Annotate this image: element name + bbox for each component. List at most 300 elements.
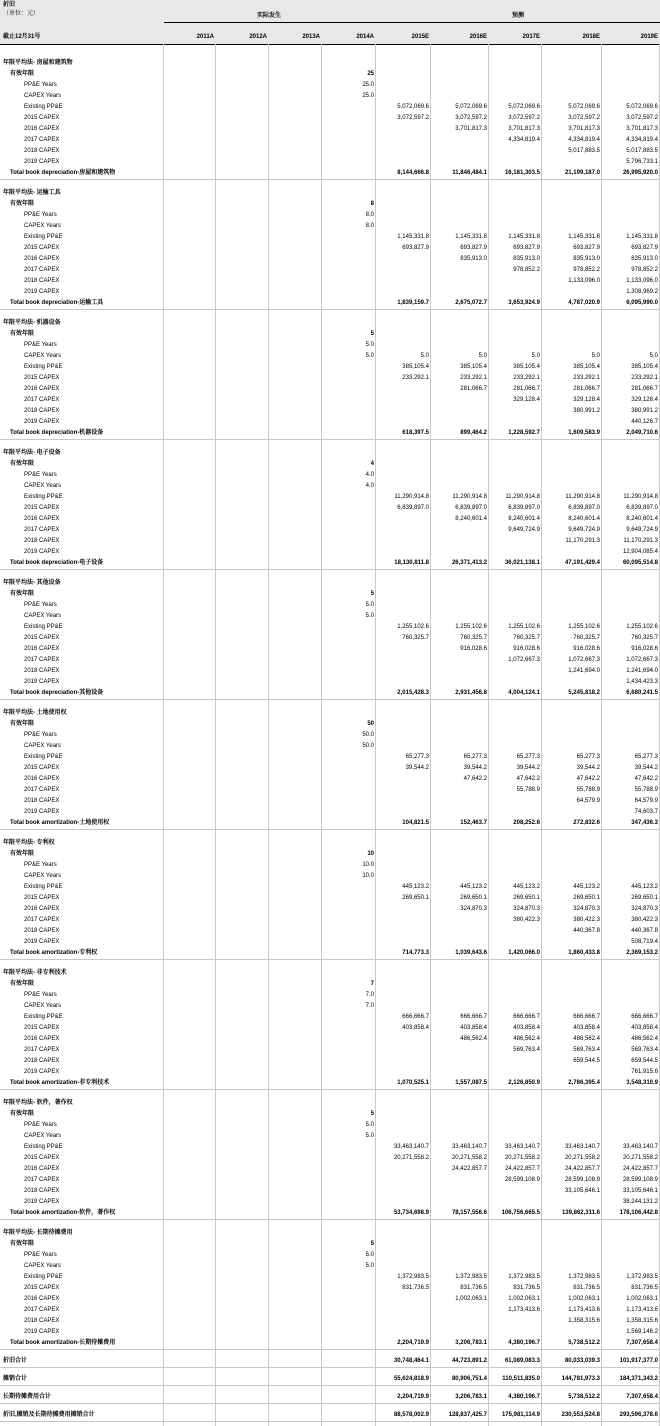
cell-2015E: 20,271,558.2 bbox=[393, 1155, 429, 1161]
cell-2018E: 760,325.7 bbox=[573, 635, 600, 641]
cell-2017E: 835,913.0 bbox=[513, 256, 540, 262]
total-row bbox=[0, 428, 660, 439]
cell-2017E: 445,123.2 bbox=[513, 884, 540, 890]
cell-2017E: 36,021,138.1 bbox=[504, 560, 540, 566]
cell-2014A: 5 bbox=[370, 591, 374, 597]
cell-2015E: 55,624,818.9 bbox=[393, 1376, 429, 1382]
cell-2017E: 3,701,817.3 bbox=[508, 126, 540, 132]
cell-2016E: 666,666.7 bbox=[460, 1014, 487, 1020]
row-label: PP&E Years bbox=[24, 472, 57, 478]
row-label: CAPEX Years bbox=[24, 613, 62, 619]
cell-2017E: 269,650.1 bbox=[513, 895, 540, 901]
table-row bbox=[0, 276, 660, 287]
cell-2017E: 39,544.2 bbox=[516, 765, 540, 771]
cell-2019E: 1,145,331.8 bbox=[626, 234, 658, 240]
cell-2019E: 5,072,069.6 bbox=[626, 104, 658, 110]
row-label: 年限平均法- 运输工具 bbox=[3, 190, 61, 196]
cell-2019E: 60,095,514.8 bbox=[622, 560, 658, 566]
cell-2018E: 380,422.3 bbox=[573, 917, 600, 923]
year-header-2019E: 2019E bbox=[640, 34, 658, 40]
row-label: 2016 CAPEX bbox=[24, 1296, 60, 1302]
row-label: 2016 CAPEX bbox=[24, 1166, 60, 1172]
cell-2019E: 47,642.2 bbox=[634, 776, 658, 782]
cell-2019E: 1,358,315.6 bbox=[626, 1318, 658, 1324]
row-label: 2016 CAPEX bbox=[24, 256, 60, 262]
cell-2014A: 8.0 bbox=[365, 223, 374, 229]
cell-2015E: 1,372,983.5 bbox=[397, 1274, 429, 1280]
table-row bbox=[0, 741, 660, 752]
cell-2017E: 24,422,857.7 bbox=[504, 1166, 540, 1172]
cell-2017E: 6,839,897.0 bbox=[508, 505, 540, 511]
cell-2019E: 12,904,085.4 bbox=[622, 549, 658, 555]
row-label: 年限平均法- 非专利技术 bbox=[3, 970, 67, 976]
row-label: 有效年限 bbox=[10, 1111, 35, 1117]
cell-2017E: 65,277.3 bbox=[516, 754, 540, 760]
cell-2019E: 445,123.2 bbox=[631, 884, 658, 890]
cell-2017E: 55,788.9 bbox=[516, 787, 540, 793]
row-label: 2018 CAPEX bbox=[24, 668, 60, 674]
cell-2015E: 760,325.7 bbox=[402, 635, 429, 641]
row-label: 2017 CAPEX bbox=[24, 527, 60, 533]
cell-2018E: 978,852.2 bbox=[573, 267, 600, 273]
cell-2016E: 835,913.0 bbox=[460, 256, 487, 262]
row-label: 2017 CAPEX bbox=[24, 267, 60, 273]
table-row bbox=[0, 860, 660, 871]
cell-2016E: 269,650.1 bbox=[460, 895, 487, 901]
cell-2019E: 1,569,146.2 bbox=[626, 1329, 658, 1335]
cell-2017E: 569,763.4 bbox=[513, 1047, 540, 1053]
cell-2019E: 2,369,153.2 bbox=[626, 950, 658, 956]
cell-2018E: 1,241,694.0 bbox=[568, 668, 600, 674]
cell-2017E: 47,642.2 bbox=[516, 776, 540, 782]
table-row bbox=[0, 199, 660, 210]
cell-2019E: 347,436.3 bbox=[631, 820, 658, 826]
cell-2017E: 693,827.9 bbox=[513, 245, 540, 251]
cell-2019E: 1,173,413.6 bbox=[626, 1307, 658, 1313]
table-row bbox=[0, 644, 660, 655]
cell-2017E: 4,004,124.1 bbox=[508, 690, 540, 696]
cell-2017E: 110,511,835.0 bbox=[502, 1376, 540, 1382]
row-rule bbox=[0, 1089, 660, 1090]
cell-2016E: 3,206,783.1 bbox=[455, 1394, 487, 1400]
table-row bbox=[0, 373, 660, 384]
table-row bbox=[0, 1316, 660, 1327]
cell-2015E: 1,070,525.1 bbox=[397, 1080, 429, 1086]
table-row bbox=[0, 351, 660, 362]
row-label: 2017 CAPEX bbox=[24, 137, 60, 143]
row-label: 2015 CAPEX bbox=[24, 375, 60, 381]
cell-2016E: 20,271,558.2 bbox=[451, 1155, 487, 1161]
row-label: Existing PP&E bbox=[24, 234, 63, 240]
table-row bbox=[0, 1131, 660, 1142]
table-row bbox=[0, 503, 660, 514]
group-forecast-label: 预测 bbox=[511, 13, 524, 19]
cell-2014A: 7.0 bbox=[365, 1003, 374, 1009]
cell-2019E: 3,701,817.3 bbox=[626, 126, 658, 132]
cell-2015E: 403,858.4 bbox=[402, 1025, 429, 1031]
row-rule bbox=[0, 959, 660, 960]
row-label: 2015 CAPEX bbox=[24, 765, 60, 771]
cell-2019E: 33,463,140.7 bbox=[622, 1144, 658, 1150]
cell-2015E: 65,277.3 bbox=[405, 754, 429, 760]
table-row bbox=[0, 893, 660, 904]
cell-2019E: 1,308,969.2 bbox=[626, 289, 658, 295]
row-label: 2015 CAPEX bbox=[24, 895, 60, 901]
row-label: PP&E Years bbox=[24, 82, 57, 88]
cell-2014A: 5.0 bbox=[365, 613, 374, 619]
cell-2018E: 1,072,667.3 bbox=[568, 657, 600, 663]
cell-2015E: 1,839,159.7 bbox=[397, 300, 429, 306]
cell-2016E: 5,072,069.6 bbox=[455, 104, 487, 110]
table-row bbox=[0, 882, 660, 893]
row-label: 年限平均法- 软件，著作权 bbox=[3, 1100, 73, 1106]
cell-2017E: 4,334,819.4 bbox=[508, 137, 540, 143]
section-header bbox=[0, 838, 660, 849]
row-rule bbox=[0, 179, 660, 180]
row-label: 2018 CAPEX bbox=[24, 1188, 60, 1194]
cell-2019E: 11,170,291.3 bbox=[623, 538, 658, 544]
cell-2019E: 6,095,990.0 bbox=[626, 300, 658, 306]
row-label: 2016 CAPEX bbox=[24, 126, 60, 132]
cell-2015E: 693,827.9 bbox=[402, 245, 429, 251]
cell-2019E: 916,028.6 bbox=[631, 646, 658, 652]
table-row bbox=[0, 871, 660, 882]
cell-2019E: 5,796,733.1 bbox=[626, 159, 658, 165]
cell-2014A: 4 bbox=[370, 461, 374, 467]
sheet-title: 折旧 bbox=[3, 2, 16, 8]
row-label: CAPEX Years bbox=[24, 1263, 62, 1269]
table-row bbox=[0, 1034, 660, 1045]
cell-2017E: 1,372,983.5 bbox=[508, 1274, 540, 1280]
cell-2017E: 208,252.6 bbox=[513, 820, 540, 826]
row-label: CAPEX Years bbox=[24, 223, 62, 229]
group-underline bbox=[164, 22, 660, 23]
cell-2017E: 28,599,108.9 bbox=[504, 1177, 540, 1183]
cell-2017E: 16,181,303.5 bbox=[504, 170, 540, 176]
cell-2017E: 1,002,063.1 bbox=[508, 1296, 540, 1302]
cell-2017E: 380,422.3 bbox=[513, 917, 540, 923]
table-row bbox=[0, 254, 660, 265]
cell-2017E: 1,072,667.3 bbox=[508, 657, 540, 663]
row-label: CAPEX Years bbox=[24, 1003, 62, 1009]
cell-2018E: 139,862,311.6 bbox=[561, 1210, 600, 1216]
row-label: 有效年限 bbox=[10, 201, 35, 207]
row-label: Existing PP&E bbox=[24, 1144, 63, 1150]
cell-2015E: 5,072,069.6 bbox=[397, 104, 429, 110]
cell-2017E: 1,173,413.6 bbox=[508, 1307, 540, 1313]
row-label: 2017 CAPEX bbox=[24, 657, 60, 663]
cell-2019E: 24,422,857.7 bbox=[622, 1166, 658, 1172]
row-label: Total book amortization-专利权 bbox=[10, 950, 98, 956]
table-row bbox=[0, 514, 660, 525]
cell-2015E: 831,736.5 bbox=[402, 1285, 429, 1291]
table-row bbox=[0, 1012, 660, 1023]
cell-2018E: 5,017,883.5 bbox=[568, 148, 600, 154]
section-header bbox=[0, 188, 660, 199]
cell-2015E: 385,105.4 bbox=[402, 364, 429, 370]
row-label: 2016 CAPEX bbox=[24, 646, 60, 652]
cell-2017E: 403,858.4 bbox=[513, 1025, 540, 1031]
table-row bbox=[0, 221, 660, 232]
cell-2019E: 3,548,310.9 bbox=[626, 1080, 658, 1086]
cell-2016E: 3,072,597.2 bbox=[455, 115, 487, 121]
cell-2019E: 978,852.2 bbox=[631, 267, 658, 273]
table-row bbox=[0, 1023, 660, 1034]
row-rule bbox=[0, 829, 660, 830]
cell-2016E: 324,870.3 bbox=[460, 906, 487, 912]
row-label: Total book depreciation-运输工具 bbox=[10, 300, 104, 306]
section-header bbox=[0, 968, 660, 979]
cell-2019E: 5,017,883.5 bbox=[626, 148, 658, 154]
cell-2017E: 1,420,066.0 bbox=[508, 950, 540, 956]
table-row bbox=[0, 547, 660, 558]
row-label: PP&E Years bbox=[24, 862, 57, 868]
cell-2015E: 1,255,102.6 bbox=[397, 624, 429, 630]
cell-2018E: 11,170,291.3 bbox=[565, 538, 600, 544]
cell-2019E: 1,241,694.0 bbox=[626, 668, 658, 674]
table-row bbox=[0, 1175, 660, 1186]
cell-2014A: 10.0 bbox=[362, 862, 374, 868]
cell-2019E: 508,719.4 bbox=[631, 939, 658, 945]
cell-2019E: 1,133,096.0 bbox=[626, 278, 658, 284]
cell-2018E: 1,133,096.0 bbox=[568, 278, 600, 284]
cell-2017E: 666,666.7 bbox=[513, 1014, 540, 1020]
row-label: PP&E Years bbox=[24, 1122, 57, 1128]
cell-2018E: 28,599,108.9 bbox=[564, 1177, 600, 1183]
cell-2019E: 4,334,819.4 bbox=[626, 137, 658, 143]
cell-2015E: 39,544.2 bbox=[405, 765, 429, 771]
row-label: 2017 CAPEX bbox=[24, 397, 60, 403]
cell-2016E: 233,292.1 bbox=[460, 375, 487, 381]
row-label: Existing PP&E bbox=[24, 884, 63, 890]
cell-2018E: 486,562.4 bbox=[573, 1036, 600, 1042]
cell-2019E: 440,367.8 bbox=[631, 928, 658, 934]
cell-2014A: 5.0 bbox=[365, 1263, 374, 1269]
cell-2016E: 33,463,140.7 bbox=[451, 1144, 487, 1150]
cell-2018E: 20,271,558.2 bbox=[564, 1155, 600, 1161]
table-row bbox=[0, 525, 660, 536]
cell-2015E: 53,734,698.9 bbox=[393, 1210, 429, 1216]
cell-2019E: 178,106,442.8 bbox=[619, 1210, 658, 1216]
row-label: 2017 CAPEX bbox=[24, 1307, 60, 1313]
sheet-unit: （单位：元） bbox=[3, 11, 40, 17]
row-label: 2015 CAPEX bbox=[24, 245, 60, 251]
table-row bbox=[0, 1261, 660, 1272]
row-label: Existing PP&E bbox=[24, 624, 63, 630]
cell-2018E: 281,066.7 bbox=[573, 386, 600, 392]
total-row bbox=[0, 948, 660, 959]
cell-2016E: 11,290,914.8 bbox=[452, 494, 487, 500]
cell-2015E: 269,650.1 bbox=[402, 895, 429, 901]
column-gridline bbox=[488, 44, 489, 1426]
table-row bbox=[0, 990, 660, 1001]
cell-2019E: 269,650.1 bbox=[631, 895, 658, 901]
table-row bbox=[0, 243, 660, 254]
cell-2017E: 11,290,914.8 bbox=[505, 494, 540, 500]
cell-2014A: 7 bbox=[370, 981, 374, 987]
row-rule bbox=[0, 1349, 660, 1350]
table-row bbox=[0, 1327, 660, 1338]
row-label: CAPEX Years bbox=[24, 1133, 62, 1139]
row-label: 摊销合计 bbox=[3, 1376, 28, 1382]
row-label: 2017 CAPEX bbox=[24, 787, 60, 793]
cell-2014A: 50.0 bbox=[362, 732, 374, 738]
row-label: Total book amortization-软件，著作权 bbox=[10, 1210, 116, 1216]
cell-2018E: 39,544.2 bbox=[576, 765, 600, 771]
cell-2018E: 324,870.3 bbox=[573, 906, 600, 912]
cell-2019E: 380,991.2 bbox=[631, 408, 658, 414]
year-header-2016E: 2016E bbox=[469, 34, 487, 40]
cell-2018E: 835,913.0 bbox=[573, 256, 600, 262]
total-row bbox=[0, 1338, 660, 1349]
row-label: 2015 CAPEX bbox=[24, 115, 60, 121]
cell-2019E: 1,002,063.1 bbox=[626, 1296, 658, 1302]
total-row bbox=[0, 1078, 660, 1089]
table-row bbox=[0, 1067, 660, 1078]
cell-2015E: 666,666.7 bbox=[402, 1014, 429, 1020]
row-label: 年限平均法- 专利权 bbox=[3, 840, 55, 846]
row-label: Total book amortization-土地使用权 bbox=[10, 820, 110, 826]
cell-2016E: 1,255,102.6 bbox=[455, 624, 487, 630]
row-label: CAPEX Years bbox=[24, 483, 62, 489]
cell-2019E: 1,434,423.3 bbox=[626, 679, 658, 685]
cell-2018E: 3,072,597.2 bbox=[568, 115, 600, 121]
row-label: 有效年限 bbox=[10, 981, 35, 987]
row-label: 2016 CAPEX bbox=[24, 516, 60, 522]
row-label: 2019 CAPEX bbox=[24, 289, 60, 295]
cell-2019E: 64,579.9 bbox=[634, 798, 658, 804]
row-label: Total book amortization-非专利技术 bbox=[10, 1080, 110, 1086]
row-label: Existing PP&E bbox=[24, 1014, 63, 1020]
row-label: CAPEX Years bbox=[24, 743, 62, 749]
cell-2017E: 916,028.6 bbox=[513, 646, 540, 652]
cell-2019E: 281,066.7 bbox=[631, 386, 658, 392]
cell-2019E: 569,763.4 bbox=[631, 1047, 658, 1053]
year-header-row bbox=[0, 32, 660, 43]
cell-2019E: 1,372,983.5 bbox=[626, 1274, 658, 1280]
row-label: 年限平均法- 房屋和建筑物 bbox=[3, 60, 73, 66]
cell-2014A: 10 bbox=[367, 851, 374, 857]
year-header-2012A: 2012A bbox=[249, 34, 267, 40]
cell-2015E: 104,821.5 bbox=[402, 820, 429, 826]
cell-2018E: 33,463,140.7 bbox=[564, 1144, 600, 1150]
section-header bbox=[0, 578, 660, 589]
row-label: 2016 CAPEX bbox=[24, 1036, 60, 1042]
cell-2015E: 2,204,719.9 bbox=[397, 1340, 429, 1346]
table-row bbox=[0, 655, 660, 666]
section-header bbox=[0, 58, 660, 69]
cell-2018E: 5,738,512.2 bbox=[568, 1340, 600, 1346]
row-label: 有效年限 bbox=[10, 721, 35, 727]
cell-2017E: 831,736.5 bbox=[513, 1285, 540, 1291]
table-row bbox=[0, 329, 660, 340]
row-label: Existing PP&E bbox=[24, 104, 63, 110]
cell-2019E: 184,371,343.2 bbox=[619, 1376, 658, 1382]
table-row bbox=[0, 406, 660, 417]
cell-2018E: 9,649,724.9 bbox=[568, 527, 600, 533]
total-row bbox=[0, 558, 660, 569]
cell-2016E: 693,827.9 bbox=[460, 245, 487, 251]
cell-2018E: 3,701,817.3 bbox=[568, 126, 600, 132]
row-rule bbox=[0, 569, 660, 570]
table-row bbox=[0, 796, 660, 807]
cell-2018E: 1,372,983.5 bbox=[568, 1274, 600, 1280]
cell-2014A: 50 bbox=[367, 721, 374, 727]
cell-2019E: 3,072,597.2 bbox=[626, 115, 658, 121]
cell-2019E: 666,666.7 bbox=[631, 1014, 658, 1020]
cell-2019E: 761,915.6 bbox=[631, 1069, 658, 1075]
cell-2014A: 8 bbox=[370, 201, 374, 207]
table-row bbox=[0, 102, 660, 113]
column-gridline bbox=[268, 44, 269, 1426]
cell-2017E: 4,380,196.7 bbox=[508, 1340, 540, 1346]
cell-2016E: 152,463.7 bbox=[460, 820, 487, 826]
cell-2016E: 281,066.7 bbox=[460, 386, 487, 392]
cell-2014A: 5 bbox=[370, 1111, 374, 1117]
row-label: 年限平均法- 电子设备 bbox=[3, 450, 61, 456]
table-row bbox=[0, 146, 660, 157]
cell-2016E: 128,837,425.7 bbox=[448, 1412, 487, 1418]
cell-2018E: 385,105.4 bbox=[573, 364, 600, 370]
row-rule bbox=[0, 439, 660, 440]
cell-2018E: 1,255,102.6 bbox=[568, 624, 600, 630]
cell-2019E: 28,599,108.9 bbox=[622, 1177, 658, 1183]
year-header-2017E: 2017E bbox=[522, 34, 540, 40]
table-row bbox=[0, 69, 660, 80]
summary-row bbox=[0, 1356, 660, 1367]
row-label: 2019 CAPEX bbox=[24, 679, 60, 685]
table-row bbox=[0, 384, 660, 395]
cell-2015E: 714,773.3 bbox=[402, 950, 429, 956]
summary-row bbox=[0, 1374, 660, 1385]
cell-2019E: 11,290,914.8 bbox=[623, 494, 658, 500]
cell-2017E: 106,756,665.5 bbox=[501, 1210, 540, 1216]
cell-2016E: 1,372,983.5 bbox=[455, 1274, 487, 1280]
cell-2018E: 329,128.4 bbox=[573, 397, 600, 403]
cell-2016E: 80,906,751.4 bbox=[451, 1376, 487, 1382]
table-row bbox=[0, 807, 660, 818]
row-label: 2017 CAPEX bbox=[24, 917, 60, 923]
cell-2016E: 8,240,601.4 bbox=[455, 516, 487, 522]
table-row bbox=[0, 1045, 660, 1056]
cell-2015E: 11,290,914.8 bbox=[394, 494, 429, 500]
table-row bbox=[0, 417, 660, 428]
cell-2019E: 101,917,377.0 bbox=[619, 1358, 658, 1364]
section-header bbox=[0, 1098, 660, 1109]
table-row bbox=[0, 1056, 660, 1067]
cell-2018E: 24,422,857.7 bbox=[564, 1166, 600, 1172]
cell-2014A: 5 bbox=[370, 331, 374, 337]
cell-2019E: 74,603.7 bbox=[634, 809, 658, 815]
cell-2019E: 26,995,920.0 bbox=[622, 170, 658, 176]
cell-2015E: 6,839,897.0 bbox=[397, 505, 429, 511]
table-row bbox=[0, 459, 660, 470]
row-label: 有效年限 bbox=[10, 591, 35, 597]
cell-2014A: 50.0 bbox=[362, 743, 374, 749]
section-header bbox=[0, 1228, 660, 1239]
row-label: 年限平均法- 土地使用权 bbox=[3, 710, 67, 716]
cell-2014A: 5.0 bbox=[365, 1122, 374, 1128]
cell-2018E: 445,123.2 bbox=[573, 884, 600, 890]
total-row bbox=[0, 298, 660, 309]
row-label: 2018 CAPEX bbox=[24, 538, 60, 544]
table-row bbox=[0, 730, 660, 741]
cell-2018E: 2,786,395.4 bbox=[568, 1080, 600, 1086]
cell-2015E: 445,123.2 bbox=[402, 884, 429, 890]
row-label: 2015 CAPEX bbox=[24, 1285, 60, 1291]
cell-2017E: 8,240,601.4 bbox=[508, 516, 540, 522]
cell-2018E: 1,002,063.1 bbox=[568, 1296, 600, 1302]
